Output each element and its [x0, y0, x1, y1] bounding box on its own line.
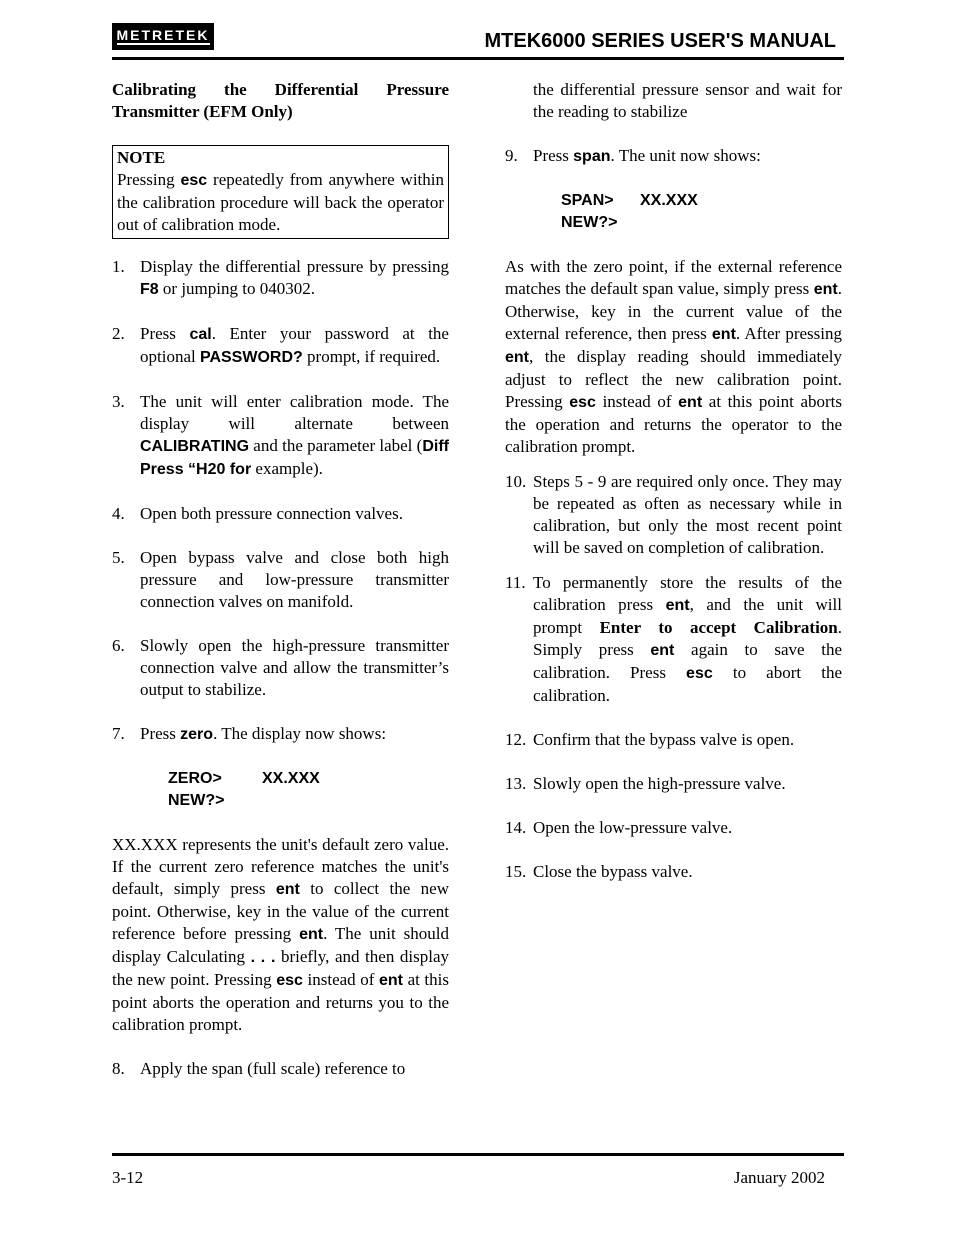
step-number: 4.	[112, 504, 125, 523]
footer-rule	[112, 1153, 844, 1156]
step-text-part: , and the unit will prompt	[533, 595, 842, 637]
step-9	[505, 145, 842, 168]
key-ent: ent	[505, 349, 529, 366]
step-text: Apply the span (full scale) reference to	[140, 1059, 406, 1078]
prompt-enter-to-accept: Enter to accept Calibration	[599, 618, 838, 637]
step-text-post: example).	[251, 459, 323, 478]
step-text-mid: and the parameter label (	[249, 436, 423, 455]
display-diff-press: Diff Press “H20 for	[140, 438, 449, 478]
step-number: 2.	[112, 324, 125, 343]
step-number: 13.	[505, 774, 527, 793]
step-number: 10.	[505, 472, 527, 491]
step-number: 12.	[505, 730, 527, 749]
step-text-post: or jumping to 040302.	[158, 279, 315, 298]
note-text	[117, 169, 444, 236]
key-ent: ent	[711, 326, 736, 343]
step-7	[112, 723, 449, 746]
step-text-part: again to save the calibration. Press	[533, 640, 843, 682]
key-esc: esc	[180, 172, 208, 189]
step-number: 9.	[505, 146, 518, 165]
step-6	[112, 635, 449, 701]
step-text-post: prompt, if required.	[302, 347, 441, 366]
para-text: to collect the new point. Otherwise, key in the value of the current reference before pressing	[112, 879, 450, 943]
para-text: . After pressing	[735, 324, 842, 343]
step-number: 11.	[505, 573, 526, 592]
key-zero: zero	[180, 726, 214, 743]
key-esc: esc	[686, 665, 713, 682]
para-text: XX.XXX represents the unit's default zero value. If the current zero reference matches the unit's default, simply press	[112, 835, 449, 898]
step-8	[112, 1058, 449, 1080]
display-line-1	[561, 190, 842, 212]
para-text: instead of	[595, 392, 679, 411]
step-text: Open both pressure connection valves.	[140, 504, 403, 523]
step-11	[505, 572, 842, 707]
step-text-mid: . Enter your password at the optional	[140, 324, 449, 366]
key-ent: ent	[665, 597, 690, 614]
display-readout-span	[561, 190, 842, 234]
ellipsis: . . .	[250, 949, 276, 966]
span-explanation-paragraph	[505, 256, 842, 458]
metretek-logo	[112, 23, 214, 50]
step-number: 1.	[112, 257, 125, 276]
note-box	[112, 145, 449, 239]
key-ent: ent	[379, 972, 403, 989]
step-text-pre: The unit will enter calibration mode. The display will alternate between	[140, 392, 449, 433]
step-15	[505, 861, 842, 883]
step-text	[140, 391, 449, 481]
key-ent: ent	[650, 642, 675, 659]
section-heading: Calibrating the Differential Pressure Transmitter (EFM Only)	[112, 80, 449, 121]
prompt-password: PASSWORD?	[199, 349, 303, 366]
key-ent: ent	[299, 926, 324, 943]
header-rule	[112, 57, 844, 60]
step-text-pre: Press	[140, 324, 190, 343]
display-line-1	[168, 768, 449, 790]
step-number: 7.	[112, 724, 125, 743]
para-text: , the display reading should immediately adjust to reflect the new calibration point. Pressing	[505, 347, 842, 411]
step-text	[533, 145, 842, 168]
page-number: 3-12	[112, 1168, 144, 1187]
zero-explanation-paragraph	[112, 834, 449, 1036]
step-number: 6.	[112, 636, 125, 655]
step-2	[112, 323, 449, 369]
para-text: instead of	[302, 970, 379, 989]
step-13	[505, 773, 842, 795]
step-text	[140, 256, 449, 301]
step-text: Close the bypass valve.	[533, 862, 693, 881]
para-text: As with the zero point, if the external reference matches the default span value, simply press	[505, 257, 842, 298]
logo-text: METRETEK	[116, 27, 210, 43]
step-number: 5.	[112, 548, 125, 567]
step-text-part: To permanently store the results of the calibration press	[533, 573, 842, 614]
step-3	[112, 391, 449, 481]
para-text: . Otherwise, key in the current value of the external reference, then press	[505, 279, 842, 343]
key-esc: esc	[569, 394, 596, 411]
step-text: Confirm that the bypass valve is open.	[533, 730, 795, 749]
left-column	[112, 79, 449, 1080]
key-span: span	[573, 148, 611, 165]
step-text-pre: Display the differential pressure by pressing	[140, 257, 449, 276]
step-1	[112, 256, 449, 301]
note-text-pre: Pressing	[117, 170, 181, 189]
note-text-post: repeatedly from anywhere within the calibration procedure will back the operator out of calibration mode.	[117, 170, 444, 234]
step-number: 15.	[505, 862, 527, 881]
step-4	[112, 503, 449, 525]
step-text: Slowly open the high-pressure transmitter connection valve and allow the transmitter’s output to stabilize.	[140, 636, 449, 699]
display-line-2: NEW?>	[168, 792, 225, 809]
step-text: Steps 5 - 9 are required only once. They may be repeated as often as necessary while in calibration, but only the most recent point will be saved on completion of calibration.	[533, 472, 842, 557]
para-text: at this point aborts the operation and returns the operator to the calibration prompt.	[505, 392, 842, 456]
key-ent: ent	[678, 394, 703, 411]
step-text-pre: Press	[533, 146, 574, 165]
step-text: Open bypass valve and close both high pressure and low-pressure transmitter connection valves on manifold.	[140, 548, 449, 611]
para-text: briefly, and then display the new point. Pressing	[112, 947, 449, 989]
step-text	[533, 572, 842, 707]
key-ent: ent	[275, 881, 300, 898]
step-text: Open the low-pressure valve.	[533, 818, 733, 837]
right-column	[505, 79, 842, 883]
step-text	[140, 323, 449, 369]
step-5	[112, 547, 449, 613]
display-label: ZERO>	[168, 770, 222, 787]
step-number: 3.	[112, 392, 125, 411]
step-number: 8.	[112, 1059, 125, 1078]
para-text: . The unit should display Calculating	[112, 924, 449, 966]
note-title: NOTE	[117, 148, 166, 167]
key-cal: cal	[189, 326, 212, 343]
step-12	[505, 729, 842, 751]
step-8-continued: the differential pressure sensor and wait for the reading to stabilize	[533, 80, 842, 121]
step-10	[505, 471, 842, 559]
step-text-post: . The display now shows:	[213, 724, 387, 743]
display-calibrating: CALIBRATING	[140, 438, 250, 455]
step-text-post: . The unit now shows:	[610, 146, 761, 165]
footer-date: January 2002	[733, 1168, 825, 1187]
key-ent: ent	[813, 281, 838, 298]
step-14	[505, 817, 842, 839]
page-header-title: MTEK6000 SERIES USER'S MANUAL	[484, 30, 836, 52]
step-text: Slowly open the high-pressure valve.	[533, 774, 786, 793]
display-readout-zero	[168, 768, 449, 812]
display-value: XX.XXX	[262, 770, 320, 787]
display-label: SPAN>	[561, 192, 614, 209]
step-text-part: . Simply press	[533, 618, 842, 659]
step-text-pre: Press	[140, 724, 181, 743]
step-number: 14.	[505, 818, 527, 837]
key-esc: esc	[276, 972, 303, 989]
display-value: XX.XXX	[640, 192, 698, 209]
step-text	[140, 723, 449, 746]
para-text: at this point aborts the operation and returns you to the calibration prompt.	[112, 970, 449, 1034]
key-f8: F8	[140, 281, 159, 298]
display-line-2: NEW?>	[561, 214, 618, 231]
step-text-part: to abort the calibration.	[533, 663, 842, 705]
